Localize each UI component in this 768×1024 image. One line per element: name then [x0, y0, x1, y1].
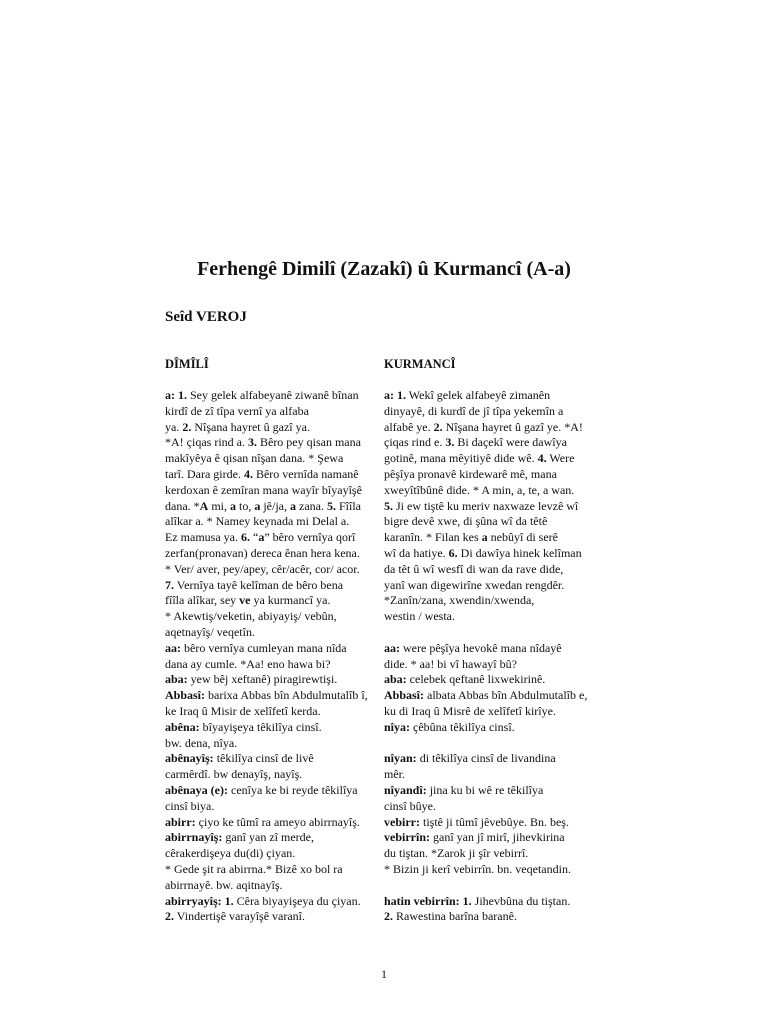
- entry-text: * Ver/ aver, pey/apey, cêr/acêr, cor/ acor.: [165, 561, 360, 576]
- entry-line: [165, 799, 379, 815]
- entry-line: [165, 909, 379, 925]
- entry-line: [384, 530, 598, 546]
- entry-text: aqetnayîş/ veqetîn.: [165, 624, 255, 639]
- entry-text: ganî yan jî mirî, jihevkirina: [430, 830, 565, 845]
- entry-text: Bêro vernîda namanê: [252, 466, 359, 481]
- entry-line: [165, 657, 379, 673]
- headword: 2.: [165, 909, 174, 924]
- entry-text: ya kurmancî ya.: [250, 593, 331, 608]
- entry-line: [384, 846, 598, 862]
- headword: a: 1.: [165, 388, 187, 402]
- entry-line: [165, 467, 379, 483]
- entry-text: cenîya ke bi reyde têkilîya: [228, 782, 358, 797]
- headword: 3.: [247, 435, 257, 450]
- entry-text: fîîla alîkar, sey: [165, 593, 240, 608]
- kurmanji-column: [384, 388, 598, 925]
- entry-text: ke Iraq û Misir de xelîfetî kerda.: [165, 703, 321, 718]
- entry-line: [384, 720, 598, 736]
- entry-line: [384, 609, 598, 625]
- entry-text: Di dawîya hinek kelîman: [457, 545, 582, 560]
- headword: 4.: [537, 451, 547, 466]
- headword: a: [230, 498, 236, 513]
- entry-text: dana ay cumle. *Aa! eno hawa bi?: [165, 656, 331, 671]
- entry-line: [384, 672, 598, 688]
- entry-text: Bi daçekî were dawîya: [454, 435, 567, 450]
- headword: aba:: [165, 672, 188, 687]
- entry-line: [384, 404, 598, 420]
- entry-text: Cêra biyayişeya du çiyan.: [233, 893, 361, 908]
- headword: 2.: [433, 419, 443, 434]
- entry-text: westin / westa.: [384, 609, 455, 624]
- entry-text: Wekî gelek alfabeyê zimanên: [406, 388, 551, 402]
- entry-text: albata Abbas bîn Abdulmutalîb e,: [424, 688, 588, 703]
- entry-text: *A! çiqas rind a.: [165, 435, 248, 450]
- entry-text: kerdoxan ê zemîran mana wayîr bîyayîşê: [165, 482, 362, 497]
- entry-line: [384, 894, 598, 910]
- entry-text: *Zanîn/zana, xwendin/xwenda,: [384, 593, 535, 608]
- headword: 5.: [326, 498, 336, 513]
- entry-text: dana. *: [165, 498, 200, 513]
- entry-line: [165, 420, 379, 436]
- entry-text: Nîşana hayret û gazî ye. *A!: [442, 419, 583, 434]
- headword: a: [258, 530, 265, 545]
- entry-text: jina ku bi wê re têkilîya: [426, 782, 544, 797]
- headword: nîyandî:: [384, 782, 427, 797]
- blank-line: [384, 878, 598, 894]
- entry-line: [165, 720, 379, 736]
- author-name: Seîd VEROJ: [165, 309, 247, 325]
- entry-line: [384, 467, 598, 483]
- entry-line: [384, 704, 598, 720]
- entry-text: * Gede şit ra abirrna.* Bizê xo bol ra: [165, 861, 343, 876]
- headword: abirryayîş: 1.: [165, 893, 234, 908]
- entry-text: zerfan(pronavan) dereca ênan hera kena.: [165, 545, 360, 560]
- entry-text: Bêro pey qisan mana: [256, 435, 361, 450]
- entry-text: cinsî biya.: [165, 798, 215, 813]
- entry-line: [384, 593, 598, 609]
- entry-text: carmêrdî. bw denayîş, nayîş.: [165, 767, 303, 782]
- right-column-header: KURMANCÎ: [384, 357, 456, 371]
- entry-line: [165, 593, 379, 609]
- entry-text: karanîn. * Filan kes: [384, 530, 482, 545]
- headword: ve: [239, 593, 251, 608]
- headword: Abbasî:: [384, 688, 425, 703]
- entry-text: bêro vernîya cumleyan mana nîda: [181, 640, 347, 655]
- entry-line: [384, 688, 598, 704]
- entry-line: [384, 815, 598, 831]
- entry-line: [165, 846, 379, 862]
- entry-line: [384, 388, 598, 404]
- entry-text: bw. dena, nîya.: [165, 735, 238, 750]
- entry-text: Sey gelek alfabeyanê ziwanê bînan: [187, 388, 359, 402]
- headword: 4.: [243, 466, 253, 481]
- entry-text: Vindertişê varayîşê varanî.: [174, 909, 306, 924]
- entry-text: makîyêya ê qisan nîşan dana. * Şewa: [165, 451, 344, 466]
- headword: a: [481, 530, 488, 545]
- headword: 6.: [448, 545, 458, 560]
- entry-line: [384, 562, 598, 578]
- entry-line: [165, 435, 379, 451]
- entry-text: Rawestina barîna baranê.: [393, 909, 517, 924]
- entry-text: jê/ja,: [260, 498, 290, 513]
- entry-line: [384, 767, 598, 783]
- blank-line: [384, 625, 598, 641]
- entry-text: nebûyî di serê: [487, 530, 558, 545]
- entry-line: [165, 704, 379, 720]
- entry-text: ya.: [165, 419, 183, 434]
- headword: abênayîş:: [165, 751, 214, 766]
- entry-line: [384, 657, 598, 673]
- entry-text: alîkar a. * Namey keynada mi Delal a.: [165, 514, 350, 529]
- entry-text: xweyîtîbûnê dide. * A min, a, te, a wan.: [384, 482, 575, 497]
- entry-text: gotinê, mana mêyitiyê dide wê.: [384, 451, 538, 466]
- entry-line: [165, 641, 379, 657]
- entry-line: [165, 862, 379, 878]
- headword: vebirrîn:: [384, 830, 430, 845]
- entry-line: [165, 483, 379, 499]
- entry-text: çêbûna têkilîya cinsî.: [410, 719, 515, 734]
- entry-text: çiqas rind e.: [384, 435, 446, 450]
- entry-text: bîyayişeya têkilîya cinsî.: [199, 719, 322, 734]
- headword: a: [254, 498, 261, 513]
- entry-text: di têkilîya cinsî de livandina: [416, 751, 556, 766]
- entry-text: Ji ew tiştê ku meriv naxwaze levzê wî: [393, 498, 579, 513]
- entry-line: [165, 878, 379, 894]
- entry-line: [384, 830, 598, 846]
- entry-line: [384, 499, 598, 515]
- entry-line: [165, 625, 379, 641]
- left-column-header: DÎMÎLÎ: [165, 357, 209, 371]
- entry-line: [165, 688, 379, 704]
- headword: aba:: [384, 672, 407, 687]
- entry-line: [384, 751, 598, 767]
- entry-text: abirrnayê. bw. aqitnayîş.: [165, 877, 283, 892]
- entry-line: [384, 420, 598, 436]
- entry-line: [165, 546, 379, 562]
- entry-text: * Bizin ji kerî vebirrîn. bn. veqetandin.: [384, 861, 571, 876]
- entry-text: du tiştan. *Zarok ji şîr vebirrî.: [384, 846, 529, 861]
- entry-text: were pêşîya hevokê mana nîdayê: [400, 640, 562, 655]
- headword: a: 1.: [384, 388, 406, 402]
- entry-line: [165, 894, 379, 910]
- entry-line: [384, 799, 598, 815]
- entry-text: ganî yan zî merde,: [222, 830, 314, 845]
- headword: 7.: [165, 577, 174, 592]
- entry-text: dinyayê, di kurdî de jî tîpa yekemîn a: [384, 403, 564, 418]
- entry-text: Were: [546, 451, 575, 466]
- entry-text: pêşîya pronavê kirdewarê mê, mana: [384, 466, 557, 481]
- entry-line: [384, 578, 598, 594]
- entry-text: çiyo ke tûmî ra ameyo abirrnayîş.: [195, 814, 360, 829]
- entry-line: [384, 451, 598, 467]
- entry-text: alfabê ye.: [384, 419, 434, 434]
- headword: 5.: [384, 498, 393, 513]
- entry-text: celebek qeftanê lixwekirinê.: [406, 672, 546, 687]
- entry-text: Jihevbûna du tiştan.: [471, 893, 571, 908]
- headword: 2.: [384, 909, 393, 924]
- entry-text: yanî wan digewirîne xwedan rengdêr.: [384, 577, 565, 592]
- entry-text: yew bêj xeftanê) piragirewtişi.: [187, 672, 338, 687]
- entry-text: wî da hatiye.: [384, 545, 449, 560]
- entry-line: [165, 767, 379, 783]
- entry-text: ” bêro vernîya qorî: [264, 530, 356, 545]
- entry-text: zana.: [296, 498, 327, 513]
- entry-text: tiştê ji tûmî jêvebûye. Bn. beş.: [419, 814, 569, 829]
- headword: aa:: [165, 640, 181, 655]
- entry-text: kirdî de zî tîpa vernî ya alfaba: [165, 403, 309, 418]
- entry-line: [384, 483, 598, 499]
- entry-text: Vernîya tayê kelîman de bêro bena: [174, 577, 344, 592]
- entry-line: [165, 578, 379, 594]
- entry-line: [165, 388, 379, 404]
- entry-text: têkilîya cinsî de livê: [213, 751, 314, 766]
- entry-text: mi,: [208, 498, 230, 513]
- entry-text: Ez mamusa ya.: [165, 530, 241, 545]
- entry-line: [384, 435, 598, 451]
- entry-line: [384, 862, 598, 878]
- entry-line: [165, 562, 379, 578]
- zazaki-column: [165, 388, 379, 925]
- entry-line: [165, 499, 379, 515]
- entry-line: [165, 830, 379, 846]
- headword: abênaya (e):: [165, 782, 228, 797]
- headword: abirrnayîş:: [165, 830, 223, 845]
- entry-text: cinsî bûye.: [384, 798, 436, 813]
- headword: A: [199, 498, 209, 513]
- entry-line: [165, 672, 379, 688]
- entry-text: mêr.: [384, 767, 405, 782]
- entry-line: [165, 783, 379, 799]
- entry-text: barixa Abbas bîn Abdulmutalîb î,: [205, 688, 368, 703]
- entry-line: [165, 404, 379, 420]
- entry-text: da têt û wî wesfî di wan da rave dide,: [384, 561, 564, 576]
- entry-text: ku di Iraq û Misrê de xelîfetî kirîye.: [384, 703, 556, 718]
- headword: 2.: [182, 419, 192, 434]
- headword: abirr:: [165, 814, 196, 829]
- entry-text: to,: [236, 498, 255, 513]
- entry-text: tarî. Dara girde.: [165, 466, 244, 481]
- headword: abêna:: [165, 719, 200, 734]
- entry-line: [165, 815, 379, 831]
- entry-line: [384, 514, 598, 530]
- entry-text: bigre devê xwe, di şûna wî da têtê: [384, 514, 548, 529]
- headword: vebirr:: [384, 814, 420, 829]
- entry-line: [165, 609, 379, 625]
- entry-line: [384, 909, 598, 925]
- entry-line: [165, 751, 379, 767]
- document-title: Ferhengê Dimilî (Zazakî) û Kurmancî (A-a): [197, 258, 571, 280]
- entry-line: [165, 514, 379, 530]
- entry-line: [384, 546, 598, 562]
- entry-text: cêrakerdişeya du(di) çiyan.: [165, 846, 296, 861]
- headword: aa:: [384, 640, 400, 655]
- entry-line: [165, 451, 379, 467]
- entry-text: “: [249, 530, 259, 545]
- entry-line: [384, 641, 598, 657]
- entry-line: [165, 736, 379, 752]
- page-number: 1: [381, 967, 387, 981]
- headword: Abbasî:: [165, 688, 206, 703]
- entry-line: [384, 783, 598, 799]
- blank-line: [384, 736, 598, 752]
- entry-text: * Akewtiş/veketin, abiyayiş/ vebûn,: [165, 609, 337, 624]
- entry-line: [165, 530, 379, 546]
- entry-text: Fîîla: [335, 498, 361, 513]
- headword: hatin vebirrîn: 1.: [384, 893, 472, 908]
- headword: 3.: [445, 435, 455, 450]
- headword: nîyan:: [384, 751, 417, 766]
- headword: a: [290, 498, 296, 513]
- entry-text: dide. * aa! bi vî hawayî bû?: [384, 656, 517, 671]
- headword: nîya:: [384, 719, 411, 734]
- entry-text: Nîşana hayret û gazî ya.: [191, 419, 310, 434]
- headword: 6.: [240, 530, 250, 545]
